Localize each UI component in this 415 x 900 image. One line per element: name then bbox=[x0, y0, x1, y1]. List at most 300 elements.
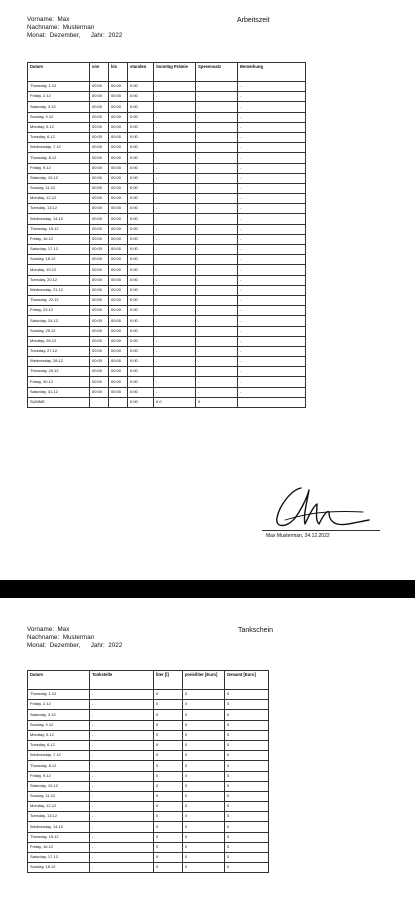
table-cell: 0 bbox=[183, 812, 225, 822]
table-cell: - bbox=[154, 143, 196, 153]
table-row bbox=[28, 740, 269, 750]
table-cell: - bbox=[154, 316, 196, 326]
table-cell: - bbox=[238, 224, 306, 234]
table-cell: 00:00 bbox=[109, 346, 128, 356]
table-cell: Monday, 5.12 bbox=[28, 122, 90, 132]
table-cell: 00:00 bbox=[90, 234, 109, 244]
table-cell: - bbox=[154, 224, 196, 234]
table-cell: 00:00 bbox=[109, 367, 128, 377]
table-cell: 0:00 bbox=[128, 102, 154, 112]
table-cell: Friday, 2.12 bbox=[28, 700, 90, 710]
last-name: Nachname: Musterman bbox=[27, 24, 95, 31]
table-cell: 0 bbox=[183, 842, 225, 852]
table-cell: 0:00 bbox=[128, 132, 154, 142]
table-row bbox=[28, 336, 306, 346]
table-cell: Sunday, 4.12 bbox=[28, 112, 90, 122]
table-cell: 0 bbox=[154, 791, 183, 801]
table-cell: 00:00 bbox=[90, 173, 109, 183]
table-cell: 0 bbox=[225, 853, 269, 863]
month-year: Monat: Dezember, Jahr: 2022 bbox=[27, 32, 123, 39]
table-cell: 0 bbox=[154, 802, 183, 812]
table-cell: Friday, 2.12 bbox=[28, 92, 90, 102]
table-cell: - bbox=[154, 234, 196, 244]
table-row bbox=[28, 132, 306, 142]
table-cell: - bbox=[90, 832, 154, 842]
table-cell: Monday, 19.12 bbox=[28, 265, 90, 275]
table-cell: Tuesday, 20.12 bbox=[28, 275, 90, 285]
table-cell: 0 bbox=[225, 832, 269, 842]
table-cell: 00:00 bbox=[109, 357, 128, 367]
table-cell: 0:00 bbox=[128, 122, 154, 132]
table-row bbox=[28, 730, 269, 740]
column-header: Bemerkung bbox=[238, 63, 306, 82]
table-cell: 00:00 bbox=[90, 183, 109, 193]
table-cell: - bbox=[154, 346, 196, 356]
table-cell: Saturday, 3.12 bbox=[28, 102, 90, 112]
table-cell: 0 bbox=[183, 730, 225, 740]
table-cell: 0 bbox=[183, 853, 225, 863]
table-row bbox=[28, 367, 306, 377]
table-cell: 00:00 bbox=[90, 295, 109, 305]
table-cell: - bbox=[196, 245, 238, 255]
table-cell: - bbox=[154, 336, 196, 346]
table-cell: 00:00 bbox=[109, 306, 128, 316]
table-cell: - bbox=[238, 306, 306, 316]
table-cell: 00:00 bbox=[109, 112, 128, 122]
table-cell: 00:00 bbox=[90, 122, 109, 132]
column-header: Sonntäg Prämie bbox=[154, 63, 196, 82]
table-cell: - bbox=[154, 122, 196, 132]
table-cell: 0 bbox=[225, 710, 269, 720]
table-cell: 00:00 bbox=[109, 143, 128, 153]
table-cell: 0 bbox=[154, 730, 183, 740]
table-cell: 00:00 bbox=[109, 173, 128, 183]
table-cell: 0:00 bbox=[128, 326, 154, 336]
table-row bbox=[28, 700, 269, 710]
table-cell: 00:00 bbox=[109, 122, 128, 132]
table-row bbox=[28, 112, 306, 122]
table-cell: Tuesday, 6.12 bbox=[28, 132, 90, 142]
table-row bbox=[28, 802, 269, 812]
table-cell: - bbox=[90, 761, 154, 771]
table-cell: 0:00 bbox=[128, 367, 154, 377]
table-cell: Sunday, 11.12 bbox=[28, 791, 90, 801]
table-row bbox=[28, 153, 306, 163]
signature-line bbox=[262, 530, 380, 531]
table-cell: - bbox=[196, 377, 238, 387]
table-cell: - bbox=[196, 387, 238, 397]
table-cell: - bbox=[154, 377, 196, 387]
column-header: Spesensatz bbox=[196, 63, 238, 82]
column-header: Datum bbox=[28, 671, 90, 690]
table-cell: 0:00 bbox=[128, 275, 154, 285]
table-row bbox=[28, 710, 269, 720]
table-cell: - bbox=[196, 336, 238, 346]
first-name: Vorname: Max bbox=[27, 16, 70, 23]
column-header: Datum bbox=[28, 63, 90, 82]
table-cell: 0 bbox=[154, 822, 183, 832]
table-cell: 00:00 bbox=[109, 336, 128, 346]
table-cell: 00:00 bbox=[109, 234, 128, 244]
table-cell: 00:00 bbox=[90, 265, 109, 275]
table-cell: - bbox=[154, 183, 196, 193]
table-cell: 0:00 bbox=[128, 204, 154, 214]
table-cell: 0:00 bbox=[128, 295, 154, 305]
table-row bbox=[28, 173, 306, 183]
table-cell: - bbox=[238, 153, 306, 163]
table-row bbox=[28, 214, 306, 224]
table-cell: Friday, 9.12 bbox=[28, 771, 90, 781]
table-cell: 0:00 bbox=[128, 245, 154, 255]
table-cell: 0 bbox=[225, 751, 269, 761]
table-cell: - bbox=[154, 92, 196, 102]
table-cell: - bbox=[196, 122, 238, 132]
table-cell: 0:00 bbox=[128, 92, 154, 102]
table-cell: - bbox=[154, 82, 196, 92]
table-row bbox=[28, 143, 306, 153]
table-cell: 00:00 bbox=[109, 214, 128, 224]
table-cell: Saturday, 17.12 bbox=[28, 245, 90, 255]
table-cell: - bbox=[196, 194, 238, 204]
table-cell: Tuesday, 27.12 bbox=[28, 346, 90, 356]
table-cell: 0 bbox=[154, 812, 183, 822]
table-cell: Wednesday, 21.12 bbox=[28, 285, 90, 295]
table-row bbox=[28, 690, 269, 700]
table-cell: - bbox=[238, 112, 306, 122]
table-cell: 0:00 bbox=[128, 346, 154, 356]
table-cell: - bbox=[196, 102, 238, 112]
table-cell: 0 bbox=[225, 802, 269, 812]
table-cell: - bbox=[238, 346, 306, 356]
table-cell: - bbox=[238, 255, 306, 265]
table-row bbox=[28, 377, 306, 387]
table-cell: - bbox=[238, 92, 306, 102]
table-cell: - bbox=[238, 163, 306, 173]
column-header: liter [l] bbox=[154, 671, 183, 690]
column-header: Gesamt [Euro] bbox=[225, 671, 269, 690]
table-cell: - bbox=[154, 265, 196, 275]
table-cell: 00:00 bbox=[109, 92, 128, 102]
table-cell: 00:00 bbox=[90, 224, 109, 234]
table-cell: 0 bbox=[183, 832, 225, 842]
table-cell: - bbox=[196, 173, 238, 183]
table-cell: 00:00 bbox=[109, 194, 128, 204]
table-cell: - bbox=[238, 316, 306, 326]
table-cell: 0:00 bbox=[128, 194, 154, 204]
table-cell: - bbox=[238, 204, 306, 214]
table-cell: - bbox=[154, 306, 196, 316]
table-cell: - bbox=[154, 387, 196, 397]
table-cell: 00:00 bbox=[109, 275, 128, 285]
table-cell: Thursday, 1.12 bbox=[28, 82, 90, 92]
table-cell: - bbox=[238, 285, 306, 295]
table-cell: - bbox=[238, 194, 306, 204]
table-cell: - bbox=[90, 853, 154, 863]
table-cell: - bbox=[154, 255, 196, 265]
table-row bbox=[28, 316, 306, 326]
table-cell: 0:00 bbox=[128, 112, 154, 122]
table-cell: 00:00 bbox=[90, 377, 109, 387]
table-cell: 0 bbox=[225, 740, 269, 750]
column-header: preis/liter [Euro] bbox=[183, 671, 225, 690]
table-row bbox=[28, 842, 269, 852]
page-separator bbox=[0, 580, 415, 598]
table-cell: Sunday, 4.12 bbox=[28, 720, 90, 730]
table-cell: 0:00 bbox=[128, 82, 154, 92]
table-row bbox=[28, 720, 269, 730]
table-cell: Sunday, 18.12 bbox=[28, 863, 90, 873]
table-cell: 0 bbox=[183, 822, 225, 832]
table-cell: 00:00 bbox=[109, 265, 128, 275]
table-cell: 0 bbox=[154, 700, 183, 710]
table-row bbox=[28, 863, 269, 873]
table-cell: - bbox=[154, 163, 196, 173]
table-cell: - bbox=[238, 265, 306, 275]
fuel-employee-header bbox=[27, 626, 122, 650]
table-cell: - bbox=[238, 234, 306, 244]
table-cell: - bbox=[154, 285, 196, 295]
table-cell: 00:00 bbox=[90, 92, 109, 102]
table-cell: - bbox=[90, 791, 154, 801]
table-cell: - bbox=[154, 102, 196, 112]
table-cell: Wednesday, 7.12 bbox=[28, 143, 90, 153]
table-cell: 00:00 bbox=[109, 326, 128, 336]
table-cell: Friday, 16.12 bbox=[28, 234, 90, 244]
table-cell: - bbox=[238, 275, 306, 285]
table-cell: 00:00 bbox=[90, 214, 109, 224]
table-cell: - bbox=[238, 82, 306, 92]
signature-image bbox=[265, 480, 385, 540]
table-cell: - bbox=[238, 214, 306, 224]
table-cell: - bbox=[238, 173, 306, 183]
table-row bbox=[28, 771, 269, 781]
fuel-last-name: Nachname: Musterman bbox=[27, 634, 95, 641]
table-cell: Wednesday, 14.12 bbox=[28, 214, 90, 224]
table-cell: - bbox=[90, 822, 154, 832]
table-cell: Friday, 23.12 bbox=[28, 306, 90, 316]
table-cell: Saturday, 10.12 bbox=[28, 781, 90, 791]
table-cell: - bbox=[196, 285, 238, 295]
table-cell: - bbox=[238, 295, 306, 305]
table-cell: 0 bbox=[225, 690, 269, 700]
table-cell: 0 bbox=[183, 710, 225, 720]
table-cell: 0 bbox=[183, 690, 225, 700]
summary-cell: 0.0 bbox=[154, 397, 196, 407]
column-header: Tankstelle bbox=[90, 671, 154, 690]
table-row bbox=[28, 812, 269, 822]
table-cell: 00:00 bbox=[90, 336, 109, 346]
table-cell: Tuesday, 13.12 bbox=[28, 812, 90, 822]
table-cell: 00:00 bbox=[90, 357, 109, 367]
table-row bbox=[28, 326, 306, 336]
table-cell: 00:00 bbox=[109, 245, 128, 255]
table-cell: 00:00 bbox=[90, 102, 109, 112]
table-row bbox=[28, 791, 269, 801]
table-cell: 0 bbox=[183, 761, 225, 771]
table-cell: 0 bbox=[154, 771, 183, 781]
table-cell: Thursday, 8.12 bbox=[28, 761, 90, 771]
table-cell: - bbox=[238, 336, 306, 346]
table-cell: 0 bbox=[154, 853, 183, 863]
table-cell: Monday, 12.12 bbox=[28, 802, 90, 812]
table-cell: 00:00 bbox=[109, 285, 128, 295]
table-cell: - bbox=[196, 265, 238, 275]
column-header: stunden bbox=[128, 63, 154, 82]
table-cell: - bbox=[154, 357, 196, 367]
table-row bbox=[28, 346, 306, 356]
table-cell: 0 bbox=[183, 791, 225, 801]
table-cell: - bbox=[238, 122, 306, 132]
table-cell: 0:00 bbox=[128, 224, 154, 234]
table-cell: 0 bbox=[225, 791, 269, 801]
table-cell: 00:00 bbox=[90, 285, 109, 295]
table-cell: - bbox=[238, 357, 306, 367]
table-cell: - bbox=[196, 183, 238, 193]
table-row bbox=[28, 761, 269, 771]
table-cell: 00:00 bbox=[90, 82, 109, 92]
table-cell: Sunday, 11.12 bbox=[28, 183, 90, 193]
table-cell: - bbox=[196, 326, 238, 336]
table-cell: Thursday, 22.12 bbox=[28, 295, 90, 305]
table-cell: 0 bbox=[154, 751, 183, 761]
table-cell: 00:00 bbox=[90, 387, 109, 397]
table-cell: Thursday, 15.12 bbox=[28, 832, 90, 842]
table-cell: - bbox=[90, 720, 154, 730]
table-cell: 00:00 bbox=[109, 132, 128, 142]
table-cell: 0 bbox=[183, 802, 225, 812]
table-cell: 00:00 bbox=[90, 132, 109, 142]
table-cell: 00:00 bbox=[90, 163, 109, 173]
table-cell: - bbox=[196, 357, 238, 367]
table-cell: - bbox=[90, 771, 154, 781]
table-cell: 00:00 bbox=[109, 316, 128, 326]
table-cell: 0 bbox=[225, 842, 269, 852]
table-row bbox=[28, 204, 306, 214]
table-cell: 0:00 bbox=[128, 357, 154, 367]
table-cell: Saturday, 24.12 bbox=[28, 316, 90, 326]
column-header: bis bbox=[109, 63, 128, 82]
table-cell: - bbox=[154, 245, 196, 255]
table-cell: - bbox=[196, 92, 238, 102]
table-cell: Friday, 9.12 bbox=[28, 163, 90, 173]
table-cell: Monday, 5.12 bbox=[28, 730, 90, 740]
table-cell: 00:00 bbox=[109, 255, 128, 265]
summary-cell: 0 bbox=[196, 397, 238, 407]
table-cell: 0 bbox=[183, 720, 225, 730]
table-cell: Saturday, 17.12 bbox=[28, 853, 90, 863]
table-cell: - bbox=[196, 163, 238, 173]
table-cell: 00:00 bbox=[90, 326, 109, 336]
table-cell: - bbox=[196, 234, 238, 244]
table-row bbox=[28, 255, 306, 265]
table-cell: 0 bbox=[225, 781, 269, 791]
table-cell: 00:00 bbox=[109, 183, 128, 193]
table-cell: 0 bbox=[154, 710, 183, 720]
table-cell: - bbox=[196, 132, 238, 142]
table-cell: Sunday, 18.12 bbox=[28, 255, 90, 265]
table-cell: - bbox=[238, 387, 306, 397]
table-cell: 0 bbox=[225, 700, 269, 710]
table-cell: 0:00 bbox=[128, 173, 154, 183]
table-cell: - bbox=[196, 224, 238, 234]
table-cell: Tuesday, 13.12 bbox=[28, 204, 90, 214]
table-cell: - bbox=[90, 802, 154, 812]
table-cell: - bbox=[90, 710, 154, 720]
table-cell: - bbox=[154, 153, 196, 163]
table-cell: 0 bbox=[225, 863, 269, 873]
table-cell: - bbox=[196, 214, 238, 224]
table-cell: 0 bbox=[183, 781, 225, 791]
table-cell: 0:00 bbox=[128, 336, 154, 346]
table-row bbox=[28, 357, 306, 367]
table-cell: - bbox=[90, 781, 154, 791]
table-cell: 0 bbox=[154, 832, 183, 842]
table-cell: 0:00 bbox=[128, 183, 154, 193]
table-cell: - bbox=[196, 306, 238, 316]
table-row bbox=[28, 822, 269, 832]
table-cell: 0:00 bbox=[128, 255, 154, 265]
summary-cell: 0:00 bbox=[128, 397, 154, 407]
table-cell: - bbox=[90, 740, 154, 750]
table-cell: 0 bbox=[154, 740, 183, 750]
table-cell: 00:00 bbox=[109, 204, 128, 214]
table-cell: Saturday, 10.12 bbox=[28, 173, 90, 183]
fuel-first-name: Vorname: Max bbox=[27, 626, 70, 633]
table-cell: - bbox=[154, 275, 196, 285]
table-cell: - bbox=[238, 367, 306, 377]
table-cell: 0 bbox=[183, 740, 225, 750]
table-cell: Friday, 30.12 bbox=[28, 377, 90, 387]
table-cell: 0:00 bbox=[128, 143, 154, 153]
timesheet-title: Arbeitszeit bbox=[237, 17, 270, 24]
table-cell: 0 bbox=[154, 781, 183, 791]
table-cell: - bbox=[196, 346, 238, 356]
table-cell: 0 bbox=[154, 720, 183, 730]
table-row bbox=[28, 234, 306, 244]
summary-cell bbox=[90, 397, 109, 407]
table-cell: 0 bbox=[183, 751, 225, 761]
table-cell: - bbox=[154, 214, 196, 224]
table-row bbox=[28, 853, 269, 863]
table-cell: 0 bbox=[154, 842, 183, 852]
table-cell: - bbox=[90, 863, 154, 873]
table-cell: Thursday, 29.12 bbox=[28, 367, 90, 377]
table-row bbox=[28, 751, 269, 761]
fuel-title: Tankschein bbox=[238, 627, 274, 634]
table-cell: 0 bbox=[183, 863, 225, 873]
signature-caption: Max Musterman, 24.12.2022 bbox=[266, 533, 330, 539]
table-cell: Monday, 12.12 bbox=[28, 194, 90, 204]
table-cell: Saturday, 31.12 bbox=[28, 387, 90, 397]
table-cell: 0 bbox=[225, 812, 269, 822]
table-row bbox=[28, 122, 306, 132]
table-cell: 0 bbox=[154, 690, 183, 700]
summary-cell: SUMME bbox=[28, 397, 90, 407]
table-cell: Wednesday, 28.12 bbox=[28, 357, 90, 367]
table-cell: - bbox=[196, 204, 238, 214]
table-cell: Wednesday, 14.12 bbox=[28, 822, 90, 832]
table-cell: 00:00 bbox=[109, 102, 128, 112]
summary-cell bbox=[109, 397, 128, 407]
table-row bbox=[28, 275, 306, 285]
table-cell: Tuesday, 6.12 bbox=[28, 740, 90, 750]
table-cell: - bbox=[196, 255, 238, 265]
table-cell: - bbox=[196, 367, 238, 377]
table-cell: 0:00 bbox=[128, 234, 154, 244]
table-row bbox=[28, 265, 306, 275]
table-cell: 0:00 bbox=[128, 316, 154, 326]
table-cell: 0 bbox=[225, 730, 269, 740]
